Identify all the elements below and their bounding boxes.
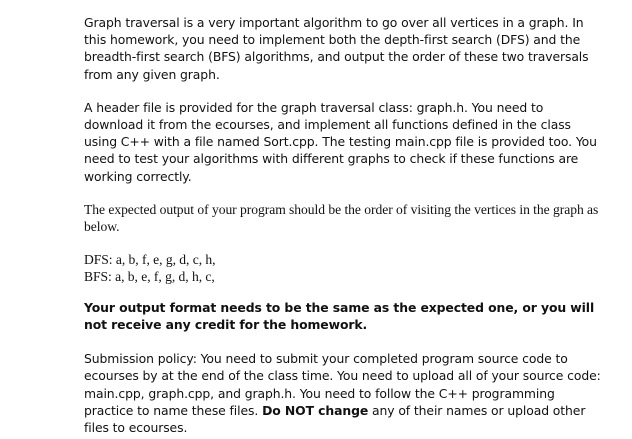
homework-document <box>84 14 604 436</box>
expected-output-paragraph: The expected output of your program should be the order of visiting the vertices in the graph as below. <box>84 201 599 234</box>
submission-policy-paragraph <box>84 350 604 436</box>
intro-paragraph: Graph traversal is a very important algorithm to go over all vertices in a graph. In this homework, you need to implement both the depth-first search (DFS) and the breadth-first search (BFS) algorithms, and output the order of these two traversals from any given graph. <box>84 15 589 82</box>
submission-policy-text: Submission policy: You need to submit your completed program source code to ecourses by at the end of the class time. You need to upload all of your source code: main.cpp, graph.cpp, and graph.h. You need to follow the C++ programming practice to name these files. <box>84 351 601 418</box>
header-file-paragraph: A header file is provided for the graph traversal class: graph.h. You need to download it from the ecourses, and implement all functions defined in the class using C++ with a file named Sort.cpp. The testing main.cpp file is provided too. You need to test your algorithms with different graphs to check if these functions are working correctly. <box>84 99 597 184</box>
output-format-warning: Your output format needs to be the same as the expected one, or you will not receive any credit for the homework. <box>84 299 595 333</box>
submission-policy-ending: any of their names or upload other files to ecourses. <box>84 402 586 436</box>
bfs-output-line: BFS: a, b, e, f, g, d, h, c, <box>84 268 215 284</box>
dfs-output-line: DFS: a, b, f, e, g, d, c, h, <box>84 251 216 267</box>
do-not-change-emphasis: Do NOT change <box>262 402 369 418</box>
